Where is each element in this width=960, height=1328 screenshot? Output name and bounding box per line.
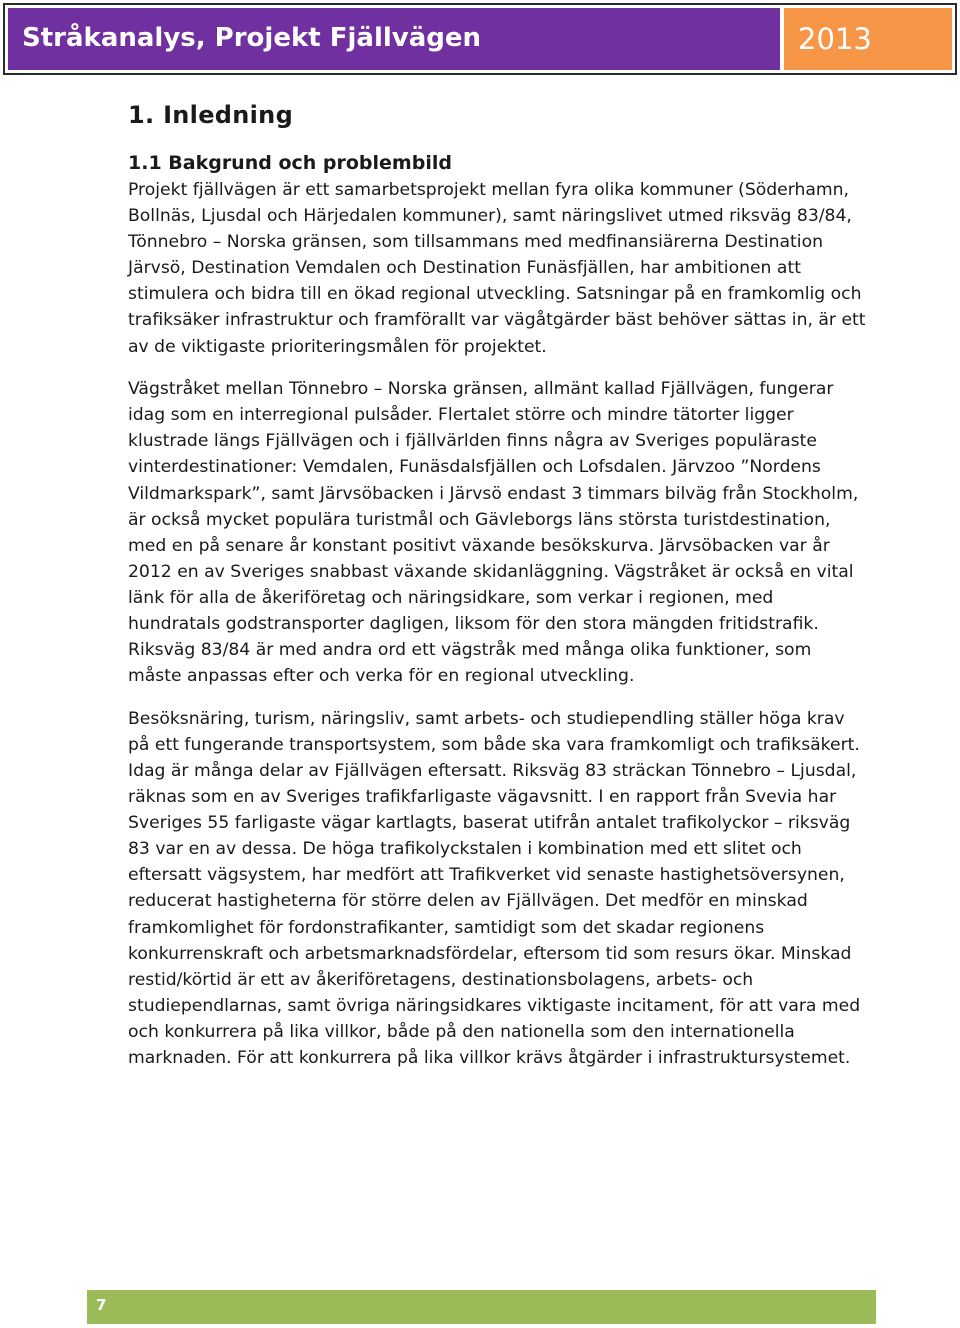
page-number: 7: [96, 1296, 107, 1314]
section-heading: 1. Inledning: [128, 101, 294, 129]
header-year-box: [784, 8, 952, 70]
paragraph-1: Projekt fjällvägen är ett samarbetsprojekt mellan fyra olika kommuner (Söderhamn, Bollnäs, Ljusdal och Härjedalen kommuner), samt näringslivet utmed riksväg 83/84, Tönnebro – Norska gränsen, som tillsammans med medfinansiärerna Destination Järvsö, Destination Vemdalen och Destination Funäsfjällen, har ambitionen att stimulera och bidra till en ökad regional utveckling. Satsningar på en framkomlig och trafiksäker infrastruktur och framförallt var vägåtgärder bäst behöver sättas in, är ett av de viktigaste prioriteringsmålen för projektet.: [128, 180, 866, 357]
subsection-heading: 1.1 Bakgrund och problembild: [128, 152, 452, 174]
page-footer: [87, 1290, 876, 1324]
document-body: [128, 98, 870, 1071]
paragraph-2: Vägstråket mellan Tönnebro – Norska gränsen, allmänt kallad Fjällvägen, fungerar idag som en interregional pulsåder. Flertalet större och mindre tätorter ligger klustrade längs Fjällvägen och i fjällvärlden finns några av Sveriges populäraste vinterdestinationer: Vemdalen, Funäsdalsfjällen och Lofsdalen. Järvzoo ”Nordens Vildmarkspark”, samt Järvsöbacken i Järvsö endast 3 timmars bilväg från Stockholm, är också mycket populära turistmål och Gävleborgs läns största turistdestination, med en på senare år konstant positivt växande besökskurva. Järvsöbacken var år 2012 en av Sveriges snabbast växande skidanläggning. Vägstråket är också en vital länk för alla de åkeriföretag och näringsidkare, som verkar i regionen, med hundratals godstransporter dagligen, liksom för den stora mängden fritidstrafik. Riksväg 83/84 är med andra ord ett vägstråk med många olika funktioner, som måste anpassas efter och verka för en regional utveckling.: [128, 379, 859, 687]
paragraph-3: Besöksnäring, turism, näringsliv, samt arbets- och studiependling ställer höga krav på ett fungerande transportsystem, som både ska vara framkomligt och trafiksäkert. Idag är många delar av Fjällvägen eftersatt. Riksväg 83 sträckan Tönnebro – Ljusdal, räknas som en av Sveriges trafikfarligaste vägavsnitt. I en rapport från Svevia har Sveriges 55 farligaste vägar kartlagts, baserat utifrån antalet trafikolyckor – riksväg 83 var en av dessa. De höga trafikolyckstalen i kombination med ett slitet och eftersatt vägsystem, har medfört att Trafikverket vid senaste hastighetsöversynen, reducerat hastigheterna för större delen av Fjällvägen. Det medför en minskad framkomlighet för fordonstrafikanter, samtidigt som det skadar regionens konkurrenskraft och arbetsmarknadsfördelar, eftersom tid som resurs ökar. Minskad restid/körtid är ett av åkeriföretagens, destinationsbolagens, arbets- och studiependlarnas, samt övriga näringsidkares viktigaste incitament, för att vara med och konkurrera på lika villkor, både på den nationella som den internationella marknaden. För att konkurrera på lika villkor krävs åtgärder i infrastruktursystemet.: [128, 708, 861, 1068]
header-year: 2013: [798, 22, 872, 56]
header-title: Stråkanalys, Projekt Fjällvägen: [22, 23, 482, 53]
page-header: [3, 3, 957, 75]
header-title-box: [8, 8, 780, 70]
